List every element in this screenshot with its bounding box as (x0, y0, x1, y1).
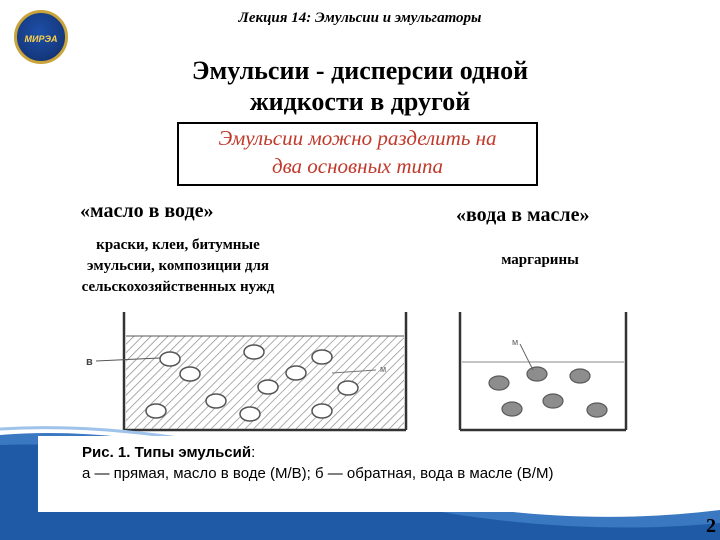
types-box-line-2: два основных типа (271, 154, 444, 178)
page-number: 2 (706, 515, 716, 537)
oil-in-water-example-3: сельскохозяйственных нужд (81, 279, 275, 295)
types-box-line-1: Эмульсии можно разделить на (218, 126, 497, 150)
type-oil-in-water: «масло в воде» (80, 200, 214, 222)
water-in-oil-vessel (460, 312, 626, 430)
label-oil-left: м (380, 364, 387, 374)
university-logo (14, 10, 68, 64)
caption-line-2: а — прямая, масло в воде (М/В); б — обратная, вода в масле (В/М) (82, 465, 554, 482)
figure-caption (38, 436, 684, 512)
logo-text: МИРЭА (24, 34, 58, 44)
type-water-in-oil: «вода в масле» (456, 204, 590, 226)
water-in-oil-examples (460, 250, 620, 271)
caption-line-1 (82, 442, 684, 463)
label-oil-right: м (512, 337, 519, 347)
slide-title-line-1: Эмульсии - дисперсии одной (191, 56, 529, 85)
caption-colon: : (251, 444, 256, 461)
oil-in-water-vessel (96, 312, 406, 430)
oil-in-water-example-1: краски, клеи, битумные (96, 237, 260, 253)
slide-title-line-2: жидкости в другой (249, 87, 471, 116)
water-in-oil-example-1: маргарины (501, 252, 579, 268)
label-water: в (86, 356, 93, 368)
caption-title: Рис. 1. Типы эмульсий (82, 444, 252, 461)
slide-title (120, 55, 600, 117)
oil-in-water-examples (38, 235, 318, 298)
water-droplets (489, 367, 607, 417)
lecture-header: Лекция 14: Эмульсии и эмульгаторы (238, 10, 482, 26)
types-box (177, 122, 538, 186)
oil-in-water-example-2: эмульсии, композиции для (87, 258, 269, 274)
